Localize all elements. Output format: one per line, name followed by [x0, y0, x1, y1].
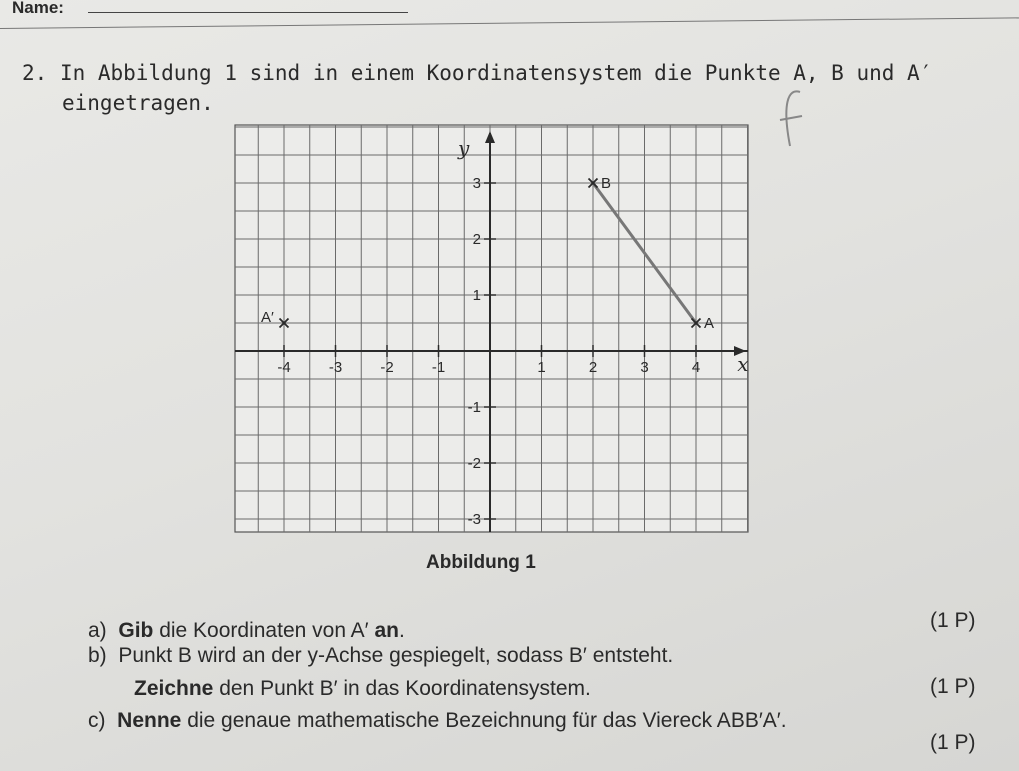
task-b-line-2	[134, 675, 591, 703]
point-a-label: A	[704, 315, 715, 332]
x-tick-label: -4	[277, 359, 291, 376]
task-b-line-1	[88, 642, 673, 670]
x-tick-label: -3	[328, 359, 343, 376]
task-c-letter: c)	[88, 709, 106, 732]
task-a-suffix: an	[374, 619, 399, 642]
question-text: In Abbildung 1 sind in einem Koordinatensystem die Punkte A, B und A′	[59, 61, 933, 85]
name-label: Name:	[12, 0, 64, 17]
y-tick-label: -2	[467, 455, 481, 472]
question-line-2: eingetragen.	[62, 91, 214, 115]
task-b-letter: b)	[88, 644, 107, 667]
x-tick-label: -2	[380, 359, 394, 376]
x-tick-label: 2	[588, 359, 598, 376]
x-tick-label: -1	[431, 359, 446, 376]
question-number: 2.	[22, 61, 48, 85]
task-a-text: die Koordinaten von A′	[153, 619, 375, 642]
task-c	[88, 707, 787, 735]
grid-border	[235, 125, 748, 532]
y-tick-label: 3	[472, 175, 481, 192]
y-tick-label: -1	[467, 399, 481, 416]
task-c-text: die genaue mathematische Bezeichnung für das Viereck ABB′A′.	[181, 709, 787, 732]
figure-caption: Abbildung 1	[426, 552, 536, 573]
task-c-verb: Nenne	[117, 709, 182, 732]
task-c-points: (1 P)	[930, 731, 976, 754]
point-b-label: B	[601, 175, 612, 192]
task-a-verb: Gib	[118, 619, 154, 642]
x-tick-label: 1	[537, 359, 546, 376]
x-tick-label: 4	[691, 359, 701, 376]
task-a-points: (1 P)	[930, 609, 976, 632]
point-a-prime-label: A′	[261, 309, 274, 326]
task-b-verb: Zeichne	[134, 677, 214, 700]
x-tick-label: 3	[640, 359, 649, 376]
y-tick-label: 2	[472, 231, 481, 248]
task-b-points: (1 P)	[930, 675, 976, 698]
task-b-text-2: den Punkt B′ in das Koordinatensystem.	[213, 677, 591, 700]
task-a-letter: a)	[88, 619, 107, 642]
y-tick-label: -3	[467, 511, 481, 528]
task-a-tail: .	[398, 619, 405, 642]
y-tick-label: 1	[472, 287, 481, 304]
x-axis-label: x	[737, 352, 749, 376]
task-a	[88, 617, 405, 645]
task-b-text-1: Punkt B wird an der y-Achse gespiegelt, sodass B′ entsteht.	[118, 644, 674, 667]
y-axis-label: y	[458, 136, 470, 160]
